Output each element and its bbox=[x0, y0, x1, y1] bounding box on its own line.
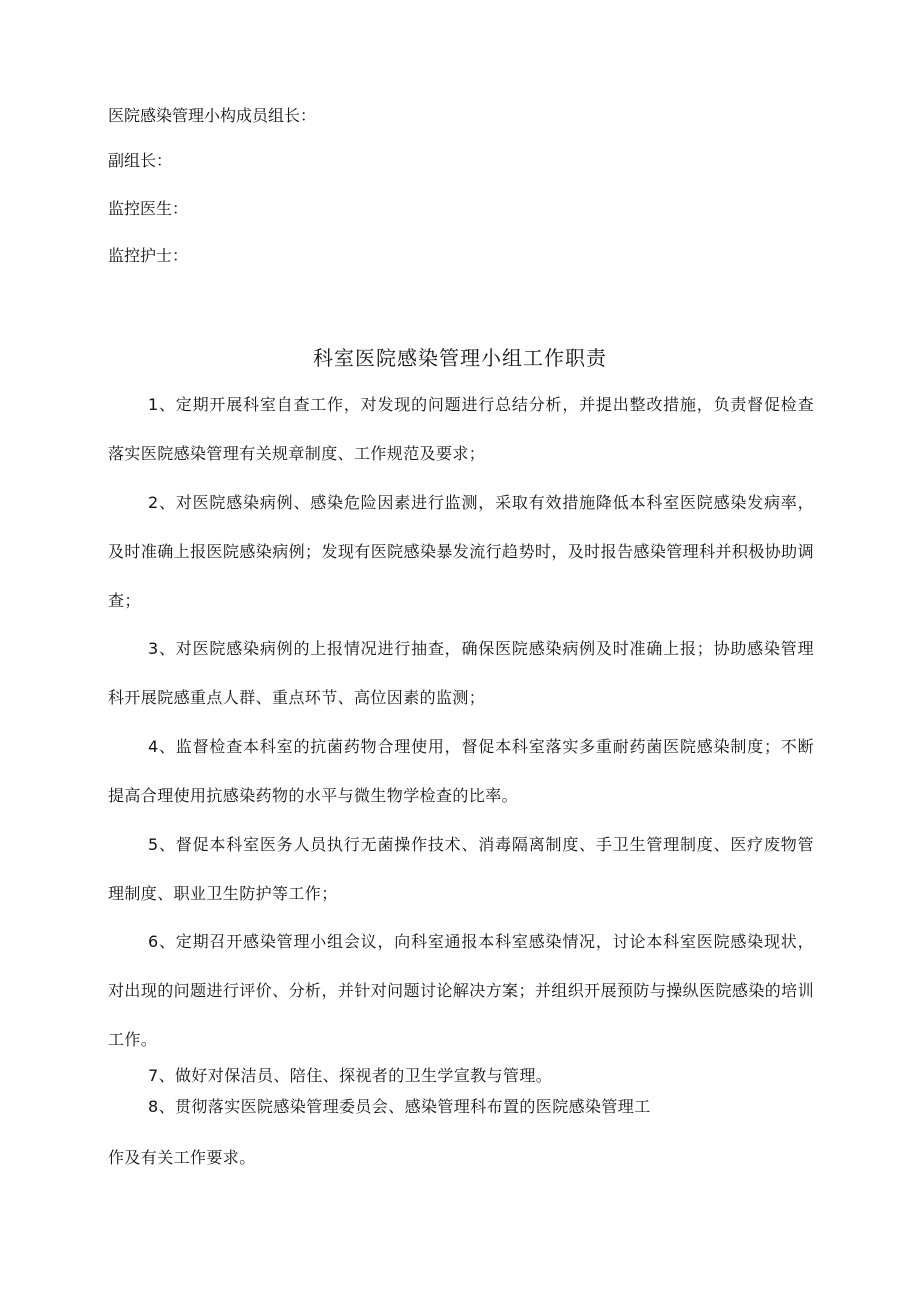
duty-text: 、对医院感染病例的上报情况进行抽查，确保医院感染病例及时准确上报；协助感染管理科开展院感重点人群、重点环节、高位因素的监测； bbox=[108, 639, 814, 707]
duty-item-2 bbox=[108, 478, 814, 625]
member-doctor-line: 监控医生： bbox=[108, 199, 189, 218]
duty-item-3 bbox=[108, 624, 814, 722]
duty-number: 1 bbox=[148, 395, 159, 414]
duty-number: 5 bbox=[148, 835, 159, 854]
duty-number: 6 bbox=[148, 932, 159, 951]
duty-number: 4 bbox=[148, 737, 159, 756]
member-nurse-line: 监控护士： bbox=[108, 246, 189, 265]
duty-item-5 bbox=[108, 820, 814, 918]
duty-text: 、定期开展科室自查工作，对发现的问题进行总结分析，并提出整改措施，负责督促检查落实医院感染管理有关规章制度、工作规范及要求； bbox=[108, 395, 814, 463]
member-leader-line: 医院感染管理小构成员组长： bbox=[108, 106, 317, 125]
page-title: 科室医院感染管理小组工作职责 bbox=[313, 346, 607, 370]
duty-text: 、对医院感染病例、感染危险因素进行监测，采取有效措施降低本科室医院感染发病率，及时准确上报医院感染病例；发现有医院感染暴发流行趋势时，及时报告感染管理科并积极协助调查； bbox=[108, 493, 814, 610]
duty-text: 、定期召开感染管理小组会议，向科室通报本科室感染情况，讨论本科室医院感染现状，对出现的问题进行评价、分析，并针对问题讨论解决方案；并组织开展预防与操纵医院感染的培训工作。 bbox=[108, 932, 814, 1049]
duty-number: 3 bbox=[148, 639, 159, 658]
duty-text: 、督促本科室医务人员执行无菌操作技术、消毒隔离制度、手卫生管理制度、医疗废物管理制度、职业卫生防护等工作； bbox=[108, 835, 814, 903]
duty-item-6 bbox=[108, 917, 814, 1064]
duty-item-8 bbox=[108, 1094, 814, 1120]
duty-text: 、做好对保洁员、陪住、探视者的卫生学宣教与管理。 bbox=[158, 1066, 553, 1085]
duty-item-8-continuation: 作及有关工作要求。 bbox=[108, 1148, 256, 1167]
duty-item-1 bbox=[108, 380, 814, 478]
duty-text: 、贯彻落实医院感染管理委员会、感染管理科布置的医院感染管理工 bbox=[158, 1097, 651, 1116]
duty-number: 2 bbox=[148, 493, 159, 512]
duty-text: 、监督检查本科室的抗菌药物合理使用，督促本科室落实多重耐药菌医院感染制度；不断提高合理使用抗感染药物的水平与微生物学检查的比率。 bbox=[108, 737, 814, 805]
duty-item-7 bbox=[108, 1063, 814, 1089]
duty-item-4 bbox=[108, 722, 814, 820]
member-deputy-line: 副组长： bbox=[108, 151, 173, 170]
duty-number: 8 bbox=[148, 1097, 159, 1116]
duty-number: 7 bbox=[148, 1066, 159, 1085]
